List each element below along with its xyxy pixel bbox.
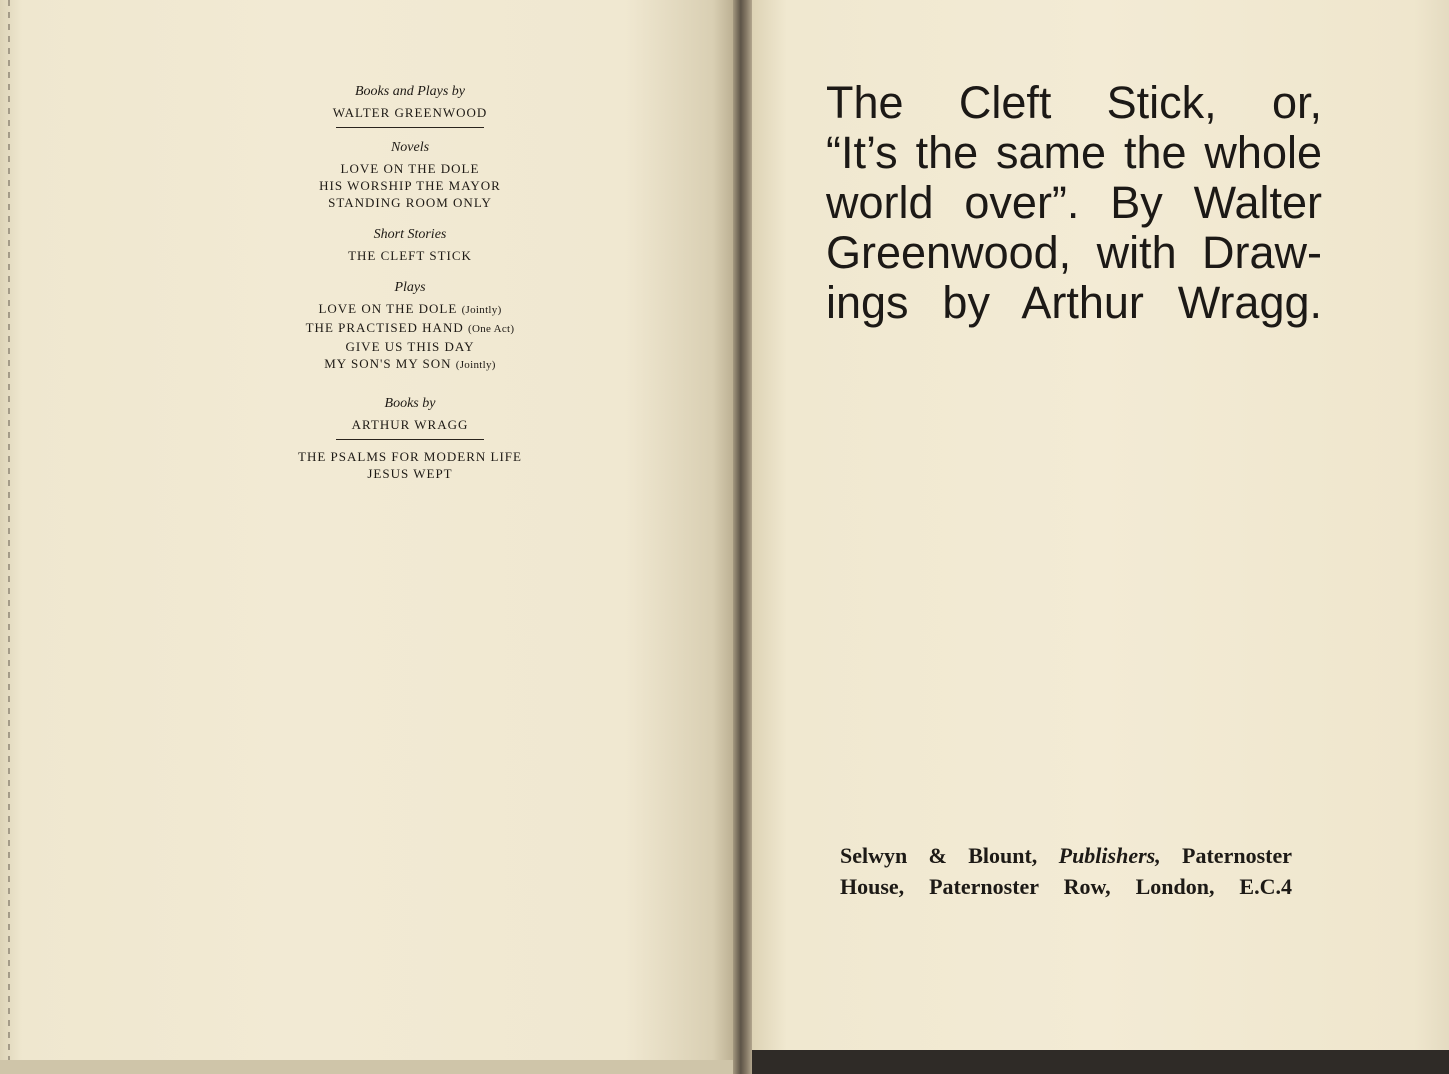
imprint-address: House, Paternoster Row, London, E.C.4 [840, 874, 1292, 899]
section-heading-short-stories: Short Stories [373, 227, 447, 242]
item-title: THE PRACTISED HAND [305, 320, 464, 335]
list-item [230, 319, 590, 338]
publishers-label: Publishers, [1058, 843, 1161, 868]
item-note: (Jointly) [455, 359, 496, 371]
second-header-label: Books by [384, 396, 436, 411]
list-item: JESUS WEPT [367, 466, 453, 481]
list-item: STANDING ROOM ONLY [328, 195, 492, 210]
books-list [230, 80, 590, 482]
author-name: WALTER GREENWOOD [332, 105, 488, 120]
title-line: Greenwood, with Draw- [826, 227, 1322, 278]
item-note: (Jointly) [461, 304, 502, 316]
title-line: “It’s the same the whole [826, 127, 1322, 178]
list-item: GIVE US THIS DAY [345, 339, 475, 354]
list-item: THE CLEFT STICK [348, 248, 472, 263]
section-heading-novels: Novels [390, 140, 430, 155]
header-label: Books and Plays by [354, 84, 466, 99]
divider-rule [336, 127, 484, 128]
list-item [230, 300, 590, 319]
list-item: THE PSALMS FOR MODERN LIFE [298, 449, 522, 464]
second-author-name: ARTHUR WRAGG [351, 417, 469, 432]
book-title [826, 78, 1322, 328]
item-title: LOVE ON THE DOLE [318, 301, 458, 316]
list-item [230, 355, 590, 374]
title-line: ings by Arthur Wragg. [826, 277, 1322, 328]
title-line: world over”. By Walter [826, 177, 1322, 228]
item-note: (One Act) [467, 323, 515, 335]
list-item: HIS WORSHIP THE MAYOR [319, 178, 501, 193]
imprint-line [840, 840, 1292, 871]
list-item: LOVE ON THE DOLE [340, 161, 480, 176]
title-line: The Cleft Stick, or, [826, 77, 1322, 128]
imprint-address-start: Paternoster [1182, 843, 1292, 868]
section-heading-plays: Plays [394, 280, 426, 295]
divider-rule [336, 439, 484, 440]
publisher-imprint [840, 840, 1292, 902]
item-title: MY SON'S MY SON [324, 356, 452, 371]
publisher-name: Selwyn & Blount, [840, 843, 1038, 868]
